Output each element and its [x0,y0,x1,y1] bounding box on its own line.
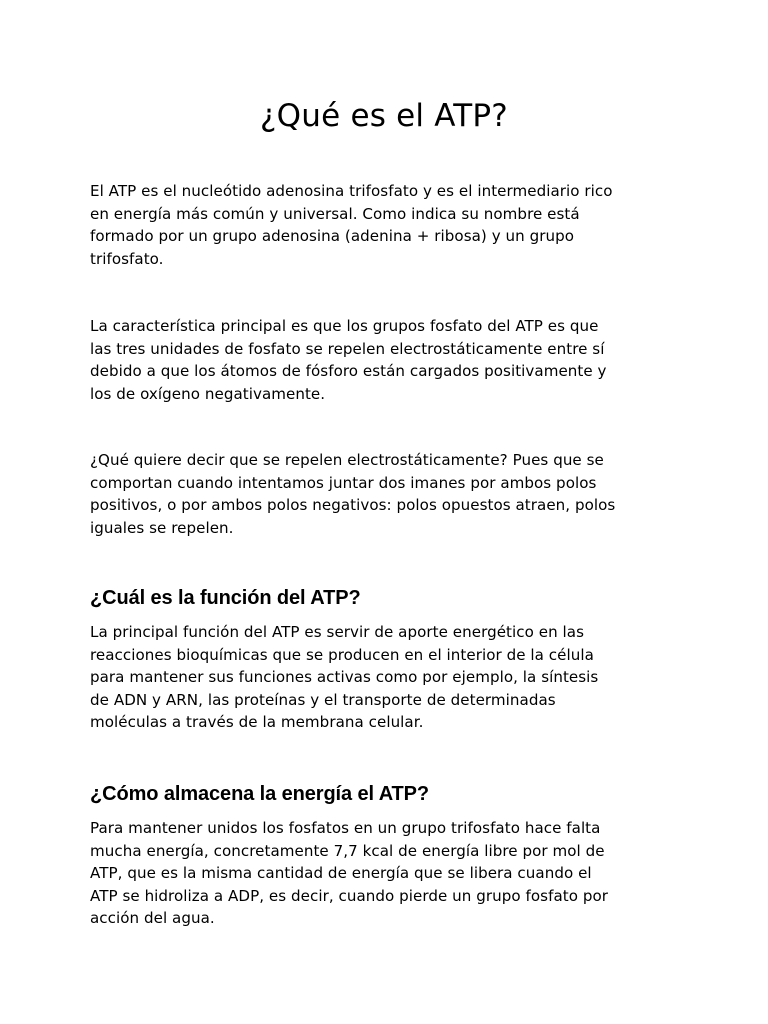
paragraph-line: formado por un grupo adenosina (adenina + ribosa) y un grupo [90,227,575,246]
paragraph-line: reacciones bioquímicas que se producen en el interior de la célula [90,645,594,664]
paragraph-line: Para mantener unidos los fosfatos en un grupo trifosfato hace falta [90,819,601,837]
paragraph-line: los de oxígeno negativamente. [90,384,326,403]
paragraph-line: mucha energía, concretamente 7,7 kcal de energía libre por mol de [90,841,605,860]
paragraph-line: La característica principal es que los grupos fosfato del ATP es que [90,317,599,335]
paragraph-line: comportan cuando intentamos juntar dos imanes por ambos polos [90,473,597,492]
question-paragraph [90,449,696,539]
function-paragraph [90,621,696,734]
paragraph-line: iguales se repelen. [90,518,234,537]
characteristic-paragraph [90,315,696,405]
paragraph-line: las tres unidades de fosfato se repelen electrostáticamente entre sí [90,339,605,358]
paragraph-line: acción del agua. [90,909,215,928]
paragraph-line: ATP se hidroliza a ADP, es decir, cuando pierde un grupo fosfato por [90,886,609,905]
paragraph-line: ¿Qué quiere decir que se repelen electrostáticamente? Pues que se [90,451,604,469]
paragraph-line: positivos, o por ambos polos negativos: polos opuestos atraen, polos [90,496,616,515]
paragraph-line: ATP, que es la misma cantidad de energía que se libera cuando el [90,864,592,883]
function-section-heading: ¿Cuál es la función del ATP? [90,587,361,609]
storage-paragraph [90,817,696,930]
paragraph-line: debido a que los átomos de fósforo están cargados positivamente y [90,362,607,381]
paragraph-line: El ATP es el nucleótido adenosina trifosfato y es el intermediario rico [90,182,613,200]
storage-section-heading: ¿Cómo almacena la energía el ATP? [90,783,430,805]
paragraph-line: La principal función del ATP es servir de aporte energético en las [90,623,585,641]
paragraph-line: trifosfato. [90,249,164,268]
paragraph-line: para mantener sus funciones activas como por ejemplo, la síntesis [90,668,599,687]
paragraph-line: moléculas a través de la membrana celular. [90,713,424,732]
paragraph-line: de ADN y ARN, las proteínas y el transporte de determinadas [90,690,556,709]
intro-paragraph [90,180,696,270]
paragraph-line: en energía más común y universal. Como indica su nombre está [90,204,580,223]
document-title: ¿Qué es el ATP? [260,98,508,134]
